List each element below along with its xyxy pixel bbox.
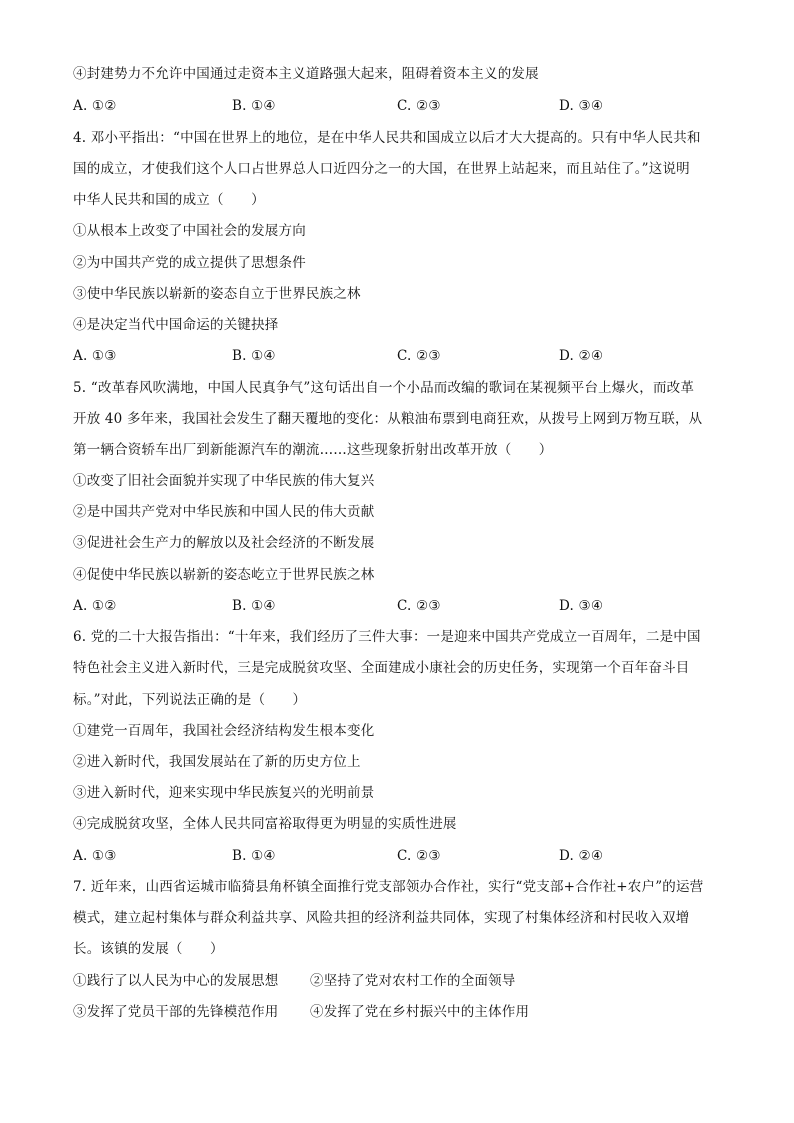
q6-option-a: A. ①③: [73, 848, 117, 864]
q5-option-c: C. ②③: [397, 598, 441, 614]
q6-item-3: ③进入新时代，迎来实现中华民族复兴的光明前景: [73, 785, 375, 801]
q5-stem-line-1: 5. “改革春风吹满地，中国人民真争气”这句话出自一个小品而改编的歌词在某视频平台上爆火，而改革: [73, 380, 695, 396]
q4-option-a: A. ①③: [73, 348, 117, 364]
q5-option-a: A. ①②: [73, 598, 117, 614]
q5-option-b: B. ①④: [232, 598, 276, 614]
q4-item-2: ②为中国共产党的成立提供了思想条件: [73, 255, 306, 271]
q4-stem-line-3: 中华人民共和国的成立（ ）: [73, 192, 265, 208]
q6-stem-line-1: 6. 党的二十大报告指出：“十年来，我们经历了三件大事：一是迎来中国共产党成立一百周年，二是中国: [73, 629, 701, 645]
q4-option-d: D. ②④: [559, 348, 604, 364]
q7-stem-line-3: 长。该镇的发展（ ）: [73, 941, 224, 957]
q6-options: [73, 846, 733, 866]
q6-option-b: B. ①④: [232, 848, 276, 864]
q4-item-1: ①从根本上改变了中国社会的发展方向: [73, 223, 306, 239]
q5-option-d: D. ③④: [559, 598, 604, 614]
q7-items-row-1: [73, 971, 553, 991]
q3-option-a: A. ①②: [73, 98, 117, 114]
q3-option-d: D. ③④: [559, 98, 604, 114]
q4-option-b: B. ①④: [232, 348, 276, 364]
q4-options: [73, 346, 733, 366]
q4-option-c: C. ②③: [397, 348, 441, 364]
q3-options: [73, 96, 733, 116]
q5-options: [73, 596, 733, 616]
q5-item-3: ③促进社会生产力的解放以及社会经济的不断发展: [73, 535, 375, 551]
q5-item-4: ④促使中华民族以崭新的姿态屹立于世界民族之林: [73, 567, 375, 583]
q4-item-3: ③使中华民族以崭新的姿态自立于世界民族之林: [73, 286, 361, 302]
q4-item-4: ④是决定当代中国命运的关键抉择: [73, 317, 279, 333]
q4-stem-line-2: 国的成立，才使我们这个人口占世界总人口近四分之一的大国，在世界上站起来，而且站住了。”这说明: [73, 161, 690, 177]
q4-stem-line-1: 4. 邓小平指出：“中国在世界上的地位，是在中华人民共和国成立以后才大大提高的。只有中华人民共和: [73, 130, 701, 146]
q5-item-1: ①改变了旧社会面貌并实现了中华民族的伟大复兴: [73, 473, 375, 489]
q7-item-1: ①践行了以人民为中心的发展思想: [73, 973, 279, 989]
q3-option-c: C. ②③: [397, 98, 441, 114]
q7-item-2: ②坚持了党对农村工作的全面领导: [310, 973, 516, 989]
q6-stem-line-2: 特色社会主义进入新时代，三是完成脱贫攻坚、全面建成小康社会的历史任务，实现第一个百年奋斗目: [73, 660, 690, 676]
q5-item-2: ②是中国共产党对中华民族和中国人民的伟大贡献: [73, 504, 375, 520]
q7-stem-line-1: 7. 近年来，山西省运城市临猗县角杯镇全面推行党支部领办合作社，实行“党支部+合作社+农户”的运营: [73, 879, 704, 895]
q6-item-2: ②进入新时代，我国发展站在了新的历史方位上: [73, 754, 361, 770]
q6-item-1: ①建党一百周年，我国社会经济结构发生根本变化: [73, 723, 375, 739]
q6-stem-line-3: 标。”对此，下列说法正确的是（ ）: [73, 692, 307, 708]
q5-stem-line-2: 开放 40 多年来，我国社会发生了翻天覆地的变化：从粮油布票到电商狂欢，从拨号上网到万物互联，从: [73, 411, 703, 427]
q7-items-row-2: [73, 1002, 553, 1022]
q5-stem-line-3: 第一辆合资轿车出厂到新能源汽车的潮流……这些现象折射出改革开放（ ）: [73, 442, 553, 458]
q6-option-c: C. ②③: [397, 848, 441, 864]
q6-option-d: D. ②④: [559, 848, 604, 864]
q3-option-b: B. ①④: [232, 98, 276, 114]
q6-item-4: ④完成脱贫攻坚，全体人民共同富裕取得更为明显的实质性进展: [73, 816, 457, 832]
q7-item-3: ③发挥了党员干部的先锋模范作用: [73, 1004, 279, 1020]
q7-item-4: ④发挥了党在乡村振兴中的主体作用: [310, 1004, 530, 1020]
q3-item-4: ④封建势力不允许中国通过走资本主义道路强大起来，阻碍着资本主义的发展: [73, 66, 539, 82]
q7-stem-line-2: 模式，建立起村集体与群众利益共享、风险共担的经济利益共同体，实现了村集体经济和村民收入双增: [73, 910, 690, 926]
